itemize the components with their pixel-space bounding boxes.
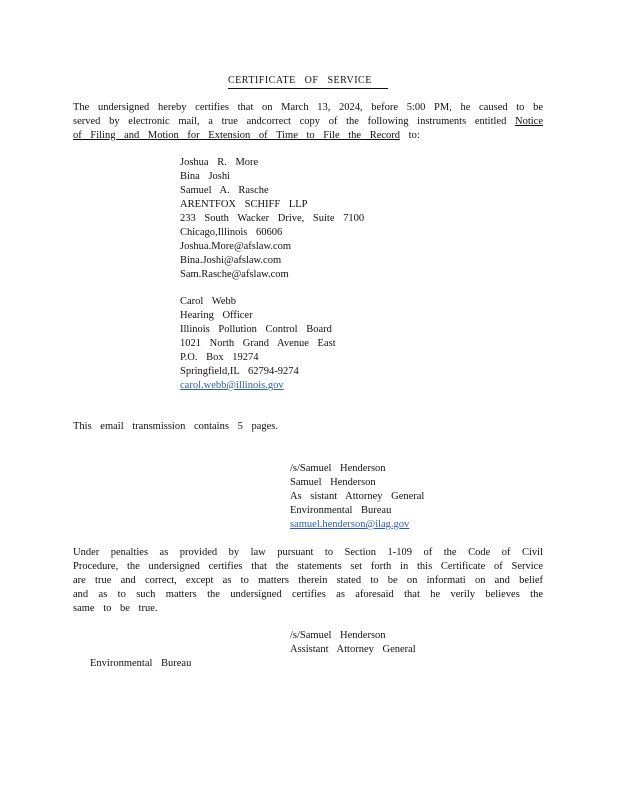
recipient-line: ARENTFOX SCHIFF LLP [180, 199, 308, 210]
recipient-line: 1021 North Grand Avenue East [180, 338, 336, 349]
recipient-line: Illinois Pollution Control Board [180, 324, 332, 335]
penalty-paragraph: Under penalties as provided by law pursuant to Section 1-109 of the Code of Civil Procedure, the undersigned certifies that the statements set forth in this Certificate of Service are true and correct, except as to matters therein stated to be on informati on and belief and as to such matters the undersigned certifies as aforesaid that he verily believes the same to be true. [73, 547, 543, 614]
document-title: CERTIFICATE OF SERVICE [228, 74, 388, 89]
signer-title: Assistant Attorney General [290, 644, 416, 655]
recipient-line: Joshua R. More [180, 157, 259, 168]
hearing-officer-email-link[interactable]: carol.webb@illinois.gov [180, 380, 284, 391]
recipient-line: Samuel A. Rasche [180, 185, 269, 196]
signature-block-1 [290, 462, 424, 532]
signature-line: /s/Samuel Henderson [290, 463, 386, 474]
signer-title: As sistant Attorney General [290, 491, 425, 502]
signature-block-2 [290, 629, 416, 657]
recipient-email: Bina.Joshi@afslaw.com [180, 255, 282, 266]
recipient-email: Joshua.More@afslaw.com [180, 241, 292, 252]
recipient-line: Bina Joshi [180, 171, 231, 182]
signature-line: /s/Samuel Henderson [290, 630, 386, 641]
recipient-line: Springfield,IL 62794-9274 [180, 366, 299, 377]
intro-tail: to: [408, 130, 420, 141]
recipient-line: Chicago,Illinois 60606 [180, 227, 283, 238]
recipient-line: Carol Webb [180, 296, 236, 307]
recipient-line: Hearing Officer [180, 310, 253, 321]
recipient-block-2 [180, 295, 336, 393]
transmission-note: This email transmission contains 5 pages. [73, 421, 278, 432]
recipient-line: P.O. Box 19274 [180, 352, 259, 363]
footer-bureau: Environmental Bureau [90, 658, 192, 669]
signer-email-link[interactable]: samuel.henderson@ilag.gov [290, 519, 410, 530]
instrument-title: Notice of Filing and Motion for Extension of Time to File the Record [73, 116, 544, 141]
recipient-block-1 [180, 156, 364, 282]
signer-name: Samuel Henderson [290, 477, 376, 488]
signer-bureau: Environmental Bureau [290, 505, 392, 516]
recipient-email: Sam.Rasche@afslaw.com [180, 269, 289, 280]
recipient-line: 233 South Wacker Drive, Suite 7100 [180, 213, 365, 224]
intro-paragraph [73, 101, 543, 143]
intro-text: The undersigned hereby certifies that on March 13, 2024, before 5:00 PM, he caused to be served by electronic mail, a true andcorrect copy of the following instruments entitled [73, 102, 543, 127]
